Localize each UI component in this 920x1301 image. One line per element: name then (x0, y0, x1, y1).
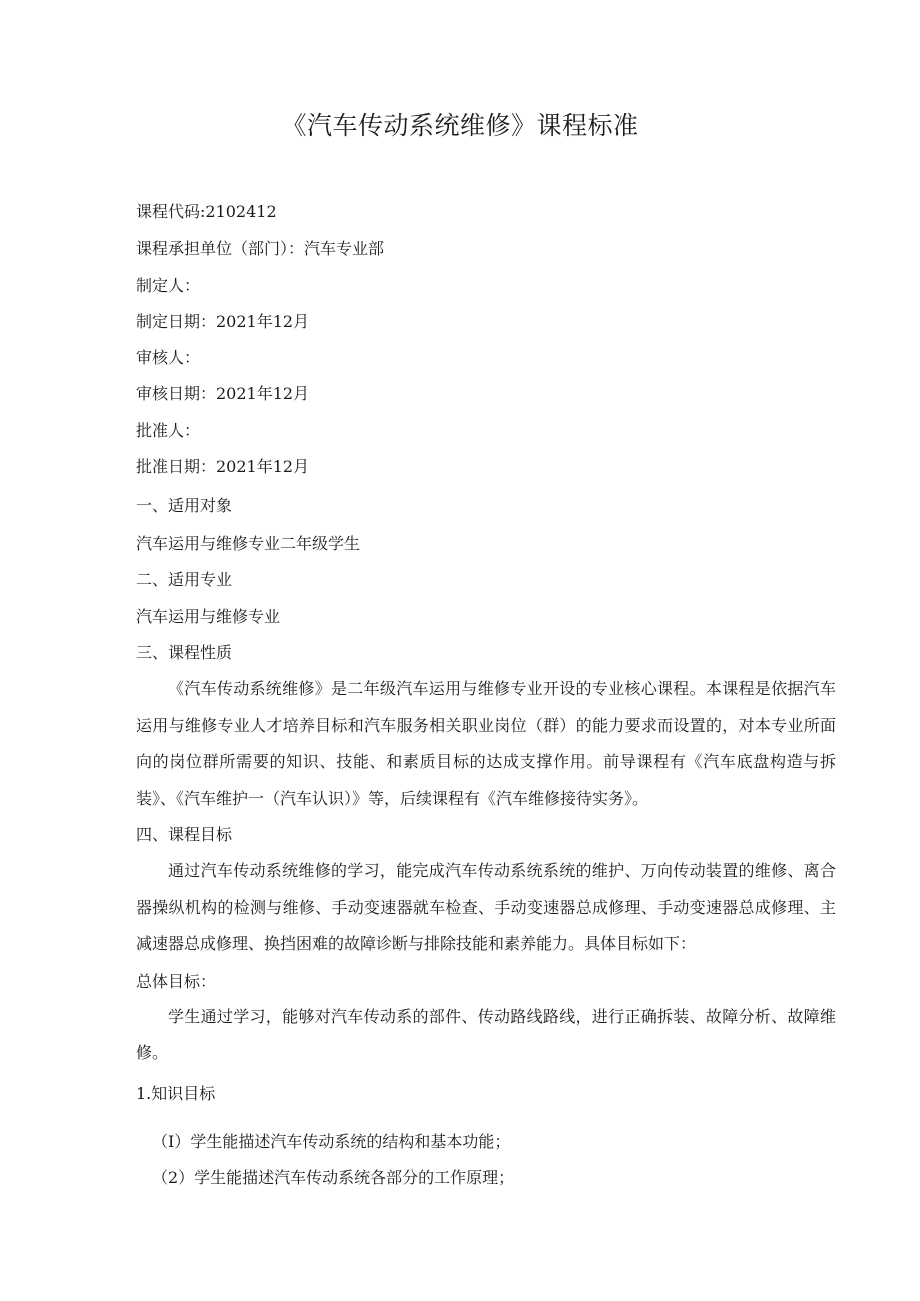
section-text-4: 通过汽车传动系统维修的学习，能完成汽车传动系统系统的维护、万向传动装置的维修、离合器操纵机构的检测与维修、手动变速器就车检查、手动变速器总成修理、手动变速器总成修理、主减速器总成修理、换挡困难的故障诊断与排除技能和素养能力。具体目标如下： (136, 861, 836, 953)
author: 制定人： (136, 276, 201, 295)
section-heading-2: 二、适用专业 (136, 570, 233, 589)
course-code: 课程代码:2102412 (136, 202, 277, 221)
course-department: 课程承担单位（部门）：汽车专业部 (136, 239, 385, 258)
reviewer: 审核人： (136, 348, 201, 367)
section-text-1: 汽车运用与维修专业二年级学生 (136, 534, 361, 553)
approve-date: 批准日期：2021年12月 (136, 457, 310, 476)
section-text-3: 《汽车传动系统维修》是二年级汽车运用与维修专业开设的专业核心课程。本课程是依据汽车运用与维修专业人才培养目标和汽车服务相关职业岗位（群）的能力要求而设置的，对本专业所面向的岗位群所需要的知识、技能、和素质目标的达成支撑作用。前导课程有《汽车底盘构造与拆装》、《汽车维护一（汽车认识）》等，后续课程有《汽车维修接待实务》。 (136, 679, 836, 808)
overall-goal-heading: 总体目标： (136, 972, 217, 991)
knowledge-goal-heading: 1.知识目标 (136, 1084, 216, 1103)
knowledge-item: （I）学生能描述汽车传动系统的结构和基本功能； (152, 1132, 511, 1151)
author-date: 制定日期：2021年12月 (136, 312, 310, 331)
approver: 批准人： (136, 421, 201, 440)
section-heading-3: 三、课程性质 (136, 643, 233, 662)
document-title: 《汽车传动系统维修》课程标准 (281, 111, 639, 140)
knowledge-item: （2）学生能描述汽车传动系统各部分的工作原理； (152, 1168, 515, 1187)
section-heading-1: 一、适用对象 (136, 496, 233, 515)
review-date: 审核日期：2021年12月 (136, 384, 310, 403)
section-text-2: 汽车运用与维修专业 (136, 607, 281, 626)
section-heading-4: 四、课程目标 (136, 825, 233, 844)
overall-goal-text: 学生通过学习，能够对汽车传动系的部件、传动路线路线，进行正确拆装、故障分析、故障维修。 (136, 1007, 836, 1062)
